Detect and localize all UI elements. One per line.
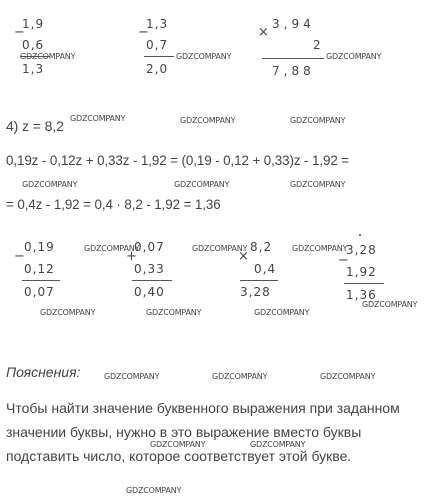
calc-op1-rule xyxy=(22,280,60,281)
watermark: GDZCOMPANY xyxy=(180,116,236,125)
watermark: GDZCOMPANY xyxy=(176,52,232,61)
explanation-heading: Пояснения: xyxy=(6,364,81,380)
watermark: GDZCOMPANY xyxy=(320,372,376,381)
calc-op2-b: 0,33 xyxy=(134,262,165,276)
calc-op1-result: 0,07 xyxy=(24,285,55,299)
top-op3-sign: × xyxy=(258,25,269,40)
watermark: GDZCOMPANY xyxy=(126,486,182,495)
top-op3-b: 2 xyxy=(313,38,322,52)
watermark: GDZCOMPANY xyxy=(290,180,346,189)
calc-op1-a: 0,19 xyxy=(24,240,55,254)
borrow-dot xyxy=(359,234,361,236)
watermark: GDZCOMPANY xyxy=(84,244,140,253)
calc-op4-a: 3,28 xyxy=(346,243,377,257)
watermark: GDZCOMPANY xyxy=(212,372,268,381)
watermark: GDZCOMPANY xyxy=(192,244,248,253)
top-op2-a: 1,3 xyxy=(146,17,169,31)
watermark: GDZCOMPANY xyxy=(174,180,230,189)
watermark: GDZCOMPANY xyxy=(22,180,78,189)
calc-op3-rule xyxy=(240,280,278,281)
watermark: GDZCOMPANY xyxy=(150,440,206,449)
equation-z-value: 4) z = 8,2 xyxy=(6,118,64,134)
calc-op2-result: 0,40 xyxy=(134,285,165,299)
calc-op2-sign: + xyxy=(126,249,137,264)
watermark: GDZCOMPANY xyxy=(290,116,346,125)
calc-op3-a: 8,2 xyxy=(250,240,273,254)
watermark: GDZCOMPANY xyxy=(70,114,126,123)
top-op2-result: 2,0 xyxy=(146,62,169,76)
calc-op3-result: 3,28 xyxy=(240,285,271,299)
calc-op4-result: 1,36 xyxy=(346,288,377,302)
calc-op4-b: 1,92 xyxy=(346,265,377,279)
watermark: GDZCOMPANY xyxy=(146,308,202,317)
calc-op3-b: 0,4 xyxy=(254,262,277,276)
calc-op1-sign: − xyxy=(14,249,25,264)
top-op2-b: 0,7 xyxy=(146,38,169,52)
watermark: GDZCOMPANY xyxy=(254,308,310,317)
calc-op2-rule xyxy=(132,280,172,281)
watermark: GDZCOMPANY xyxy=(104,372,160,381)
top-op2-rule xyxy=(144,56,174,57)
calc-op4-sign: − xyxy=(338,253,349,268)
top-op3-rule xyxy=(262,58,324,59)
watermark: GDZCOMPANY xyxy=(40,308,96,317)
explanation-text: Чтобы найти значение буквенного выражения при заданном значении буквы, нужно в это выражение вместо буквы подставить число, которое соответствует этой букве. xyxy=(6,400,400,464)
calc-op4-rule xyxy=(344,283,384,284)
watermark: GDZCOMPANY xyxy=(362,300,418,309)
watermark: GDZCOMPANY xyxy=(326,52,382,61)
top-op1-sign: − xyxy=(14,25,25,40)
watermark: GDZCOMPANY xyxy=(250,440,306,449)
watermark: GDZCOMPANY xyxy=(292,244,348,253)
top-op2-sign: − xyxy=(138,25,149,40)
top-op1-b: 0,6 xyxy=(22,38,45,52)
top-op1-a: 1,9 xyxy=(22,17,45,31)
top-op3-a: 3,94 xyxy=(272,17,315,31)
calc-op2-a: 0,07 xyxy=(134,240,165,254)
equation-line-1: 0,19z - 0,12z + 0,33z - 1,92 = (0,19 - 0,12 + 0,33)z - 1,92 = xyxy=(6,153,350,168)
equation-line-2: = 0,4z - 1,92 = 0,4 · 8,2 - 1,92 = 1,36 xyxy=(6,197,221,212)
calc-op3-sign: × xyxy=(238,249,249,264)
watermark: GDZCOMPANY xyxy=(20,52,76,61)
top-op1-result: 1,3 xyxy=(22,62,45,76)
top-op3-result: 7,88 xyxy=(272,64,315,78)
calc-op1-b: 0,12 xyxy=(24,262,55,276)
